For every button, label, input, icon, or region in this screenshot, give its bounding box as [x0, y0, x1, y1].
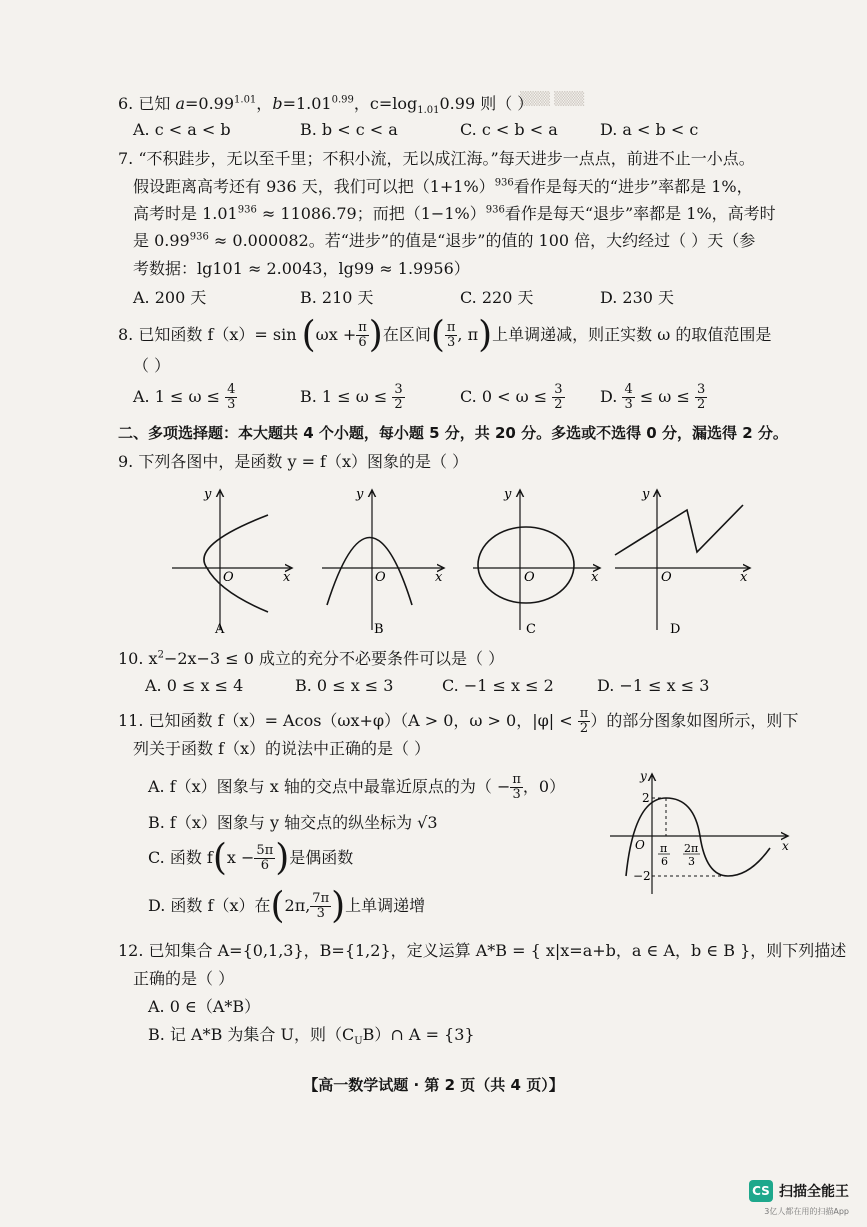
question-11-option-b: B. f（x）图象与 y 轴交点的纵坐标为 √3: [148, 813, 438, 832]
q11-graph-pi-label: π: [660, 842, 668, 855]
question-7-line-1: 7. “不积跬步，无以至千里；不积小流，无以成江海。”每天进步一点点，前进不止一小点。: [118, 149, 755, 168]
graph-d-y-label: y: [642, 487, 650, 502]
question-10-option-a: A. 0 ≤ x ≤ 4: [145, 676, 244, 695]
graph-c-x-label: x: [591, 570, 599, 585]
q11-graph-y-bottom: −2: [633, 869, 651, 883]
question-7-line-2: 假设距离高考还有 936 天，我们可以把$(1+1\%)^{936}$看作是每天的“进步”率都是 1%，: [133, 177, 753, 196]
graph-c: [473, 487, 600, 637]
question-11-graph: [600, 768, 800, 898]
graph-d: [615, 487, 750, 637]
q11-graph-x-label: x: [782, 839, 789, 853]
question-6-option-b: B. b < c < a: [300, 120, 398, 139]
question-6-option-d: D. a < b < c: [600, 120, 699, 139]
question-12-option-a: A. 0 ∈（A*B）: [148, 997, 261, 1016]
question-8-option-a: A. 1 ≤ ω ≤ $\frac{4}{3}$: [133, 382, 236, 412]
question-11-option-c: C. 函数 f(x − $\frac{5\pi}{6}$ )是偶函数: [148, 837, 354, 879]
section-2-heading: 二、多项选择题：本大题共 4 个小题，每小题 5 分，共 20 分。多选或不选得 0 分，漏选得 2 分。: [118, 424, 788, 442]
question-11-option-d: D. 函数 f（x）在(2π, $\frac{7\pi}{3}$ )上单调递增: [148, 885, 426, 927]
question-7-option-a: A. 200 天: [133, 288, 207, 307]
question-11-stem: 11. 已知函数 f（x）= Acos（ωx+φ）（A > 0，ω > 0，|φ| < $\frac{\pi}{2}$ ）的部分图象如图所示，则下: [118, 706, 799, 736]
question-8-stem: 8. 已知函数 f（x）= sin (ωx + $\frac{\pi}{6}$ )在区间( $\frac{\pi}{3}$ , π)上单调递减，则正实数 ω 的取值范围是: [118, 314, 772, 356]
q11-graph-2pi-label: 2π: [684, 842, 699, 855]
question-7-line-3: 高考时是 $1.01^{936} \approx 11086.79$；而把$(1-1\%)^{936}$看作是每天“退步”率都是 1%，高考时: [133, 204, 776, 223]
bleed-through-text: ▒▒▒ ▒▒▒: [520, 92, 585, 107]
q11-graph-y-label: y: [640, 769, 647, 783]
question-12-stem-2: 正确的是（ ）: [133, 969, 235, 988]
q11-graph-three-label: 3: [688, 855, 695, 868]
question-10-stem: 10. $x^2-2x-3 \le 0$ 成立的充分不必要条件可以是（ ）: [118, 649, 505, 668]
question-6-stem: 6. 已知 $a=0.99^{1.01}$，$b=1.01^{0.99}$，$c=\log_{1.01}0.99$ 则（ ）: [118, 94, 534, 117]
question-7-option-c: C. 220 天: [460, 288, 534, 307]
question-8-option-b: B. 1 ≤ ω ≤ $\frac{3}{2}$: [300, 382, 403, 412]
question-7-line-5: 考数据：lg101 ≈ 2.0043，lg99 ≈ 1.9956）: [133, 259, 470, 278]
question-11-stem-2: 列关于函数 f（x）的说法中正确的是（ ）: [133, 739, 431, 758]
graph-b-label: B: [374, 622, 384, 637]
scanner-watermark: [749, 1180, 849, 1216]
graph-a-label: A: [215, 622, 225, 637]
question-7-line-4: 是 $0.99^{936} \approx 0.000082$。若“进步”的值是“退步”的值的 100 倍，大约经过（ ）天（参: [133, 231, 756, 250]
graph-d-label: D: [670, 622, 681, 637]
graph-d-origin: O: [661, 570, 672, 585]
question-12-option-b: B. 记 A*B 为集合 U，则$(C_UB)\cap$ A = {3}: [148, 1025, 475, 1048]
question-7-option-d: D. 230 天: [600, 288, 675, 307]
scanner-tagline: 3亿人都在用的扫描App: [764, 1207, 849, 1216]
scanner-logo-icon: CS: [749, 1180, 773, 1202]
graph-b-origin: O: [375, 570, 386, 585]
question-7-option-b: B. 210 天: [300, 288, 374, 307]
q11-graph-y-top: 2: [642, 791, 650, 805]
question-9-stem: 9. 下列各图中，是函数 y = f（x）图象的是（ ）: [118, 452, 469, 471]
graph-a-y-label: y: [204, 487, 212, 502]
question-8-option-c: C. 0 < ω ≤ $\frac{3}{2}$: [460, 382, 563, 412]
page-footer: 【高一数学试题 · 第 2 页（共 4 页）】: [303, 1076, 564, 1094]
question-10-option-c: C. −1 ≤ x ≤ 2: [442, 676, 554, 695]
graph-d-x-label: x: [740, 570, 748, 585]
scanner-name: 扫描全能王: [779, 1184, 849, 1200]
graph-c-y-label: y: [504, 487, 512, 502]
graph-c-origin: O: [524, 570, 535, 585]
graph-a-x-label: x: [283, 570, 291, 585]
q11-graph-origin: O: [635, 838, 645, 852]
question-6-option-c: C. c < b < a: [460, 120, 558, 139]
question-8-blank: （ ）: [133, 356, 171, 375]
question-6-option-a: A. c < a < b: [133, 120, 231, 139]
question-9-graphs: [160, 480, 760, 640]
question-10-option-d: D. −1 ≤ x ≤ 3: [597, 676, 710, 695]
question-10-option-b: B. 0 ≤ x ≤ 3: [295, 676, 394, 695]
graph-a: [172, 487, 292, 637]
graph-a-origin: O: [223, 570, 234, 585]
question-8-option-d: D. $\frac{4}{3}$ ≤ ω ≤ $\frac{3}{2}$: [600, 382, 706, 412]
graph-b: [322, 487, 444, 637]
graph-b-y-label: y: [356, 487, 364, 502]
graph-b-x-label: x: [435, 570, 443, 585]
q11-graph-six-label: 6: [661, 855, 668, 868]
question-11-option-a: A. f（x）图象与 x 轴的交点中最靠近原点的为（ − $\frac{\pi}{3}$ ，0）: [148, 772, 566, 802]
graph-c-label: C: [526, 622, 536, 637]
question-12-stem: 12. 已知集合 A={0,1,3}，B={1,2}，定义运算 A*B = { x|x=a+b，a ∈ A，b ∈ B }，则下列描述: [118, 941, 847, 960]
